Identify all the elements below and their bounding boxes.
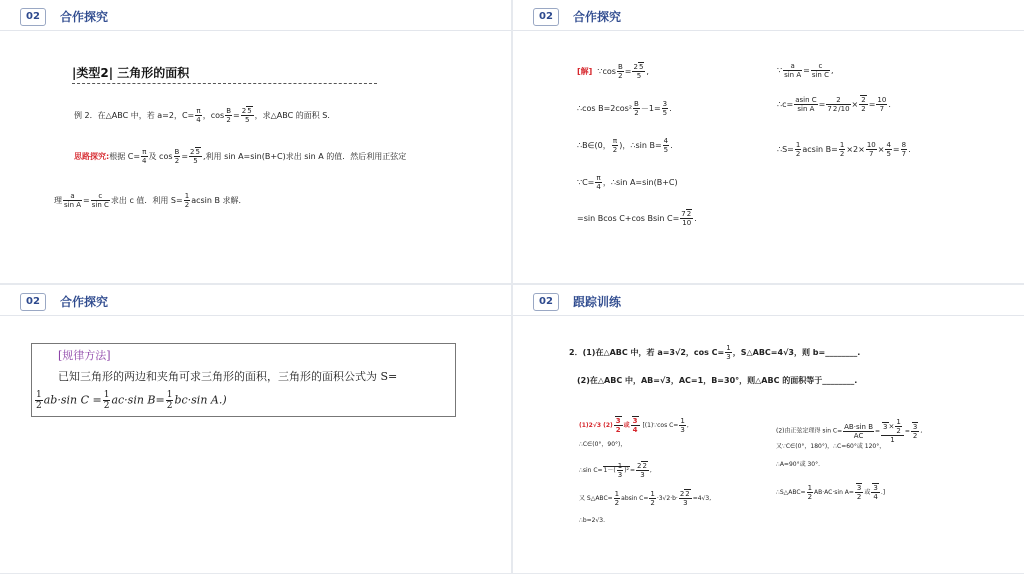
header-divider bbox=[0, 315, 511, 316]
solution-2-sin-c: (2)由正弦定理得 sin C= $\frac{\text{AB·sin B}}{AC}$ = 3× $\frac{1}{2}$ 1 = $\frac{3}{2}$ , bbox=[776, 418, 923, 444]
section-title: 合作探究 bbox=[60, 10, 109, 24]
solution-line-3: ∴B∈(0， $\frac{\pi}{2}$ )，∴sin B= $\frac{4}{5}$ . bbox=[577, 137, 673, 154]
heading-dashed-underline bbox=[72, 83, 377, 84]
solution-2-a-values: ∴A=90°或 30°． bbox=[776, 461, 825, 468]
solution-b-value: ∴b=2√3. bbox=[579, 517, 606, 524]
section-title: 合作探究 bbox=[573, 10, 622, 24]
solution-right-line-1: ∵ $\frac{a}{\text{sin A}}$ = $\frac{c}{\text{sin C}}$ , bbox=[777, 62, 834, 79]
slide-follow-up-training bbox=[513, 285, 1024, 573]
section-number-badge: 02 bbox=[533, 293, 559, 311]
slide-cooperative-inquiry-1 bbox=[0, 0, 511, 283]
hint-line-1: 思路探究:根据 C= $\frac{\pi}{4}$ 及 cos $\frac{B}{2}$ = $\frac{25}{5}$ ,利用 sin A=sin(B+C)求出 sin A 的值．然后利用正弦定 bbox=[74, 148, 407, 165]
header-divider bbox=[513, 315, 1024, 316]
question-2-part-1: 2．(1)在△ABC 中，若 a=3√2，cos C= $\frac{1}{3}$ ，S△ABC=4√3，则 b=________. bbox=[569, 344, 861, 361]
solution-line-2: ∴cos B=2cos² $\frac{B}{2}$ －1= $\frac{3}{5}$ . bbox=[577, 100, 672, 117]
slide-cooperative-inquiry-2 bbox=[513, 0, 1024, 283]
solution-line-4: ∵C= $\frac{\pi}{4}$ ，∴sin A=sin(B+C) bbox=[577, 174, 678, 191]
solution-angle-range: ∴C∈(0°，90°)， bbox=[579, 441, 627, 448]
area-formula: $\frac{1}{2}$ ab·sin C = $\frac{1}{2}$ ac·sin B= $\frac{1}{2}$ bc·sin A.) bbox=[36, 390, 227, 411]
solution-line-1: [解] ∵cos $\frac{B}{2}$ = $\frac{25}{5}$ , bbox=[577, 63, 649, 80]
hint-line-2: 理 $\frac{a}{\text{sin A}}$ = $\frac{c}{\text{sin C}}$ 求出 c 值．利用 S= $\frac{1}{2}$ acsin B 求解． bbox=[54, 192, 247, 209]
section-number-badge: 02 bbox=[20, 293, 46, 311]
section-number-badge: 02 bbox=[20, 8, 46, 26]
slide-cooperative-inquiry-3 bbox=[0, 285, 511, 573]
solution-2-c-range: 又∵C∈(0°，180°)，∴C=60°或 120°， bbox=[776, 443, 886, 450]
solution-line-5: =sin Bcos C+cos Bsin C= $\frac{72}{10}$ . bbox=[577, 210, 697, 227]
rule-method-box bbox=[31, 343, 456, 417]
header-divider bbox=[513, 30, 1024, 31]
section-number-badge: 02 bbox=[533, 8, 559, 26]
solution-area-equation: 又 S△ABC= $\frac{1}{2}$ absin C= $\frac{1}{2}$ ·3√2·b· $\frac{22}{3}$ =4√3, bbox=[579, 490, 712, 507]
example-2-statement: 例 2．在△ABC 中，若 a=2，C= $\frac{\pi}{4}$ ，cos $\frac{B}{2}$ = $\frac{25}{5}$ ，求△ABC 的面积 S. bbox=[74, 107, 330, 124]
solution-right-line-2: ∴c= $\frac{\text{asin C}}{\text{sin A}}$ = $\frac{2}{72/10}$ × $\frac{2}{2}$ = $\frac{10}{7}$ . bbox=[777, 96, 891, 113]
question-2-part-2: (2)在△ABC 中，AB=√3，AC=1，B=30°，则△ABC 的面积等于________. bbox=[577, 376, 858, 385]
answer-line: (1)2√3 (2) $\frac{3}{2}$ 或 $\frac{3}{4}$ [(1)∵cos C= $\frac{1}{3}$ , bbox=[579, 417, 689, 434]
type-heading: |类型2| 三角形的面积 bbox=[72, 66, 190, 80]
solution-2-area: ∴S△ABC= $\frac{1}{2}$ AB·AC·sin A= $\frac{3}{2}$ 或 $\frac{3}{4}$ .] bbox=[776, 484, 886, 501]
header-divider bbox=[0, 30, 511, 31]
section-title: 跟踪训练 bbox=[573, 295, 622, 309]
section-title: 合作探究 bbox=[60, 295, 109, 309]
area-formula-intro: 已知三角形的两边和夹角可求三角形的面积，三角形的面积公式为 S= bbox=[58, 370, 398, 383]
solution-sin-c: ∴sin C=1－( $\frac{1}{3}$ )²= $\frac{22}{3}$ , bbox=[579, 462, 652, 479]
rule-method-label: [规律方法] bbox=[58, 349, 111, 362]
solution-right-line-3: ∴S= $\frac{1}{2}$ acsin B= $\frac{1}{2}$ ×2× $\frac{10}{7}$ × $\frac{4}{5}$ = $\frac{8}{7}$ . bbox=[777, 141, 911, 158]
